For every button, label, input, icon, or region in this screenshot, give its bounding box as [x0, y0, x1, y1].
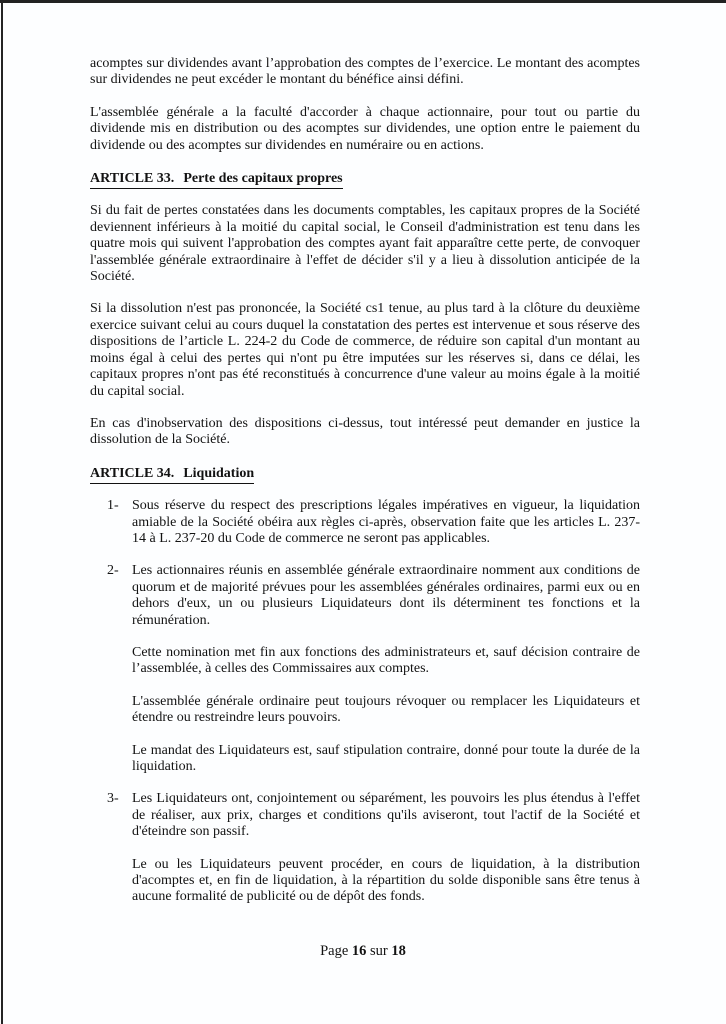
paragraph-intro-1: acomptes sur dividendes avant l’approbation des comptes de l’exercice. Le montant des acomptes sur dividendes ne peut excéder le montant du bénéfice ainsi défini. [90, 56, 640, 88]
article-34-heading [90, 466, 640, 484]
list-item-number: 2- [107, 563, 119, 579]
footer-word-page: Page [320, 943, 349, 959]
article-34-label: ARTICLE 34. [90, 465, 175, 481]
list-item-1 [107, 498, 640, 563]
paragraph: Sous réserve du respect des prescriptions légales impératives en vigueur, la liquidation amiable de la Société obéira aux règles ci-après, observation faite que les articles L. 237-14 à L. 237-20 du Code de commerce ne seront pas applicables. [132, 498, 640, 546]
article-33-label: ARTICLE 33. [90, 171, 175, 187]
paragraph: Les Liquidateurs ont, conjointement ou séparément, les pouvoirs les plus étendus à l'effet de réaliser, aux prix, charges et conditions qu'ils aviseront, tout l'actif de la Société et d'éteindre son passif. [132, 791, 640, 840]
footer-current-page: 16 [351, 943, 367, 959]
page-footer [0, 943, 726, 960]
footer-total-pages: 18 [391, 943, 406, 959]
scan-edge-left [1, 0, 3, 1024]
paragraph: Les actionnaires réunis en assemblée générale extraordinaire nomment aux conditions de quorum et de majorité prévues pour les assemblées générales ordinaires, parmi eux ou en dehors d'eux, un ou plusieurs Liquidateurs dont ils déterminent tes fonctions et la rémunération. [132, 563, 640, 628]
paragraph: En cas d'inobservation des dispositions ci-dessus, tout intéressé peut demander en justice la dissolution de la Société. [90, 415, 640, 448]
paragraph: Cette nomination met fin aux fonctions des administrateurs et, sauf décision contraire de l’assemblée, à celles des Commissaires aux comptes. [132, 644, 640, 677]
article-33-title: Perte des capitaux propres [183, 171, 343, 187]
paragraph-intro-2: L'assemblée générale a la faculté d'accorder à chaque actionnaire, pour tout ou partie du dividende mis en distribution ou des acomptes sur dividendes, une option entre le paiement du dividende ou des acomptes sur dividendes en numéraire ou en actions. [90, 104, 640, 153]
list-item-3 [107, 791, 640, 921]
paragraph: Le ou les Liquidateurs peuvent procéder, en cours de liquidation, à la distribution d'acomptes et, en fin de liquidation, à la répartition du solde disponible sans être tenus à aucune formalité de publicité ou de dépôt des fonds. [132, 856, 640, 905]
paragraph: Le mandat des Liquidateurs est, sauf stipulation contraire, donné pour toute la durée de la liquidation. [132, 742, 640, 774]
scan-edge-top [0, 0, 726, 3]
list-item-2 [107, 563, 640, 791]
document-body [90, 56, 640, 922]
footer-word-sur: sur [370, 943, 388, 959]
paragraph: Si la dissolution n'est pas prononcée, la Société cs1 tenue, au plus tard à la clôture du deuxième exercice suivant celui au cours duquel la constatation des pertes est intervenue et sous réserve des dispositions de l’article L. 224-2 du Code de commerce, de réduire son capital d'un montant au moins égal à celui des pertes qui n'ont pu être imputées sur les réserves si, dans ce délai, les capitaux propres n'ont pas été reconstitués à concurrence d'une valeur au moins égale à la moitié du capital social. [90, 301, 640, 399]
list-item-number: 1- [107, 498, 119, 514]
list-item-number: 3- [107, 791, 119, 807]
article-34-title: Liquidation [183, 465, 255, 481]
article-33-heading [90, 171, 640, 189]
paragraph: L'assemblée générale ordinaire peut toujours révoquer ou remplacer les Liquidateurs et étendre ou restreindre leurs pouvoirs. [132, 693, 640, 726]
paragraph: Si du fait de pertes constatées dans les documents comptables, les capitaux propres de la Société deviennent inférieurs à la moitié du capital social, le Conseil d'administration est tenu dans les quatre mois qui suivent l'approbation des comptes ayant fait apparaître cette perte, de convoquer l'assemblée générale extraordinaire à l'effet de décider s'il y a lieu à dissolution anticipée de la Société. [90, 203, 640, 285]
